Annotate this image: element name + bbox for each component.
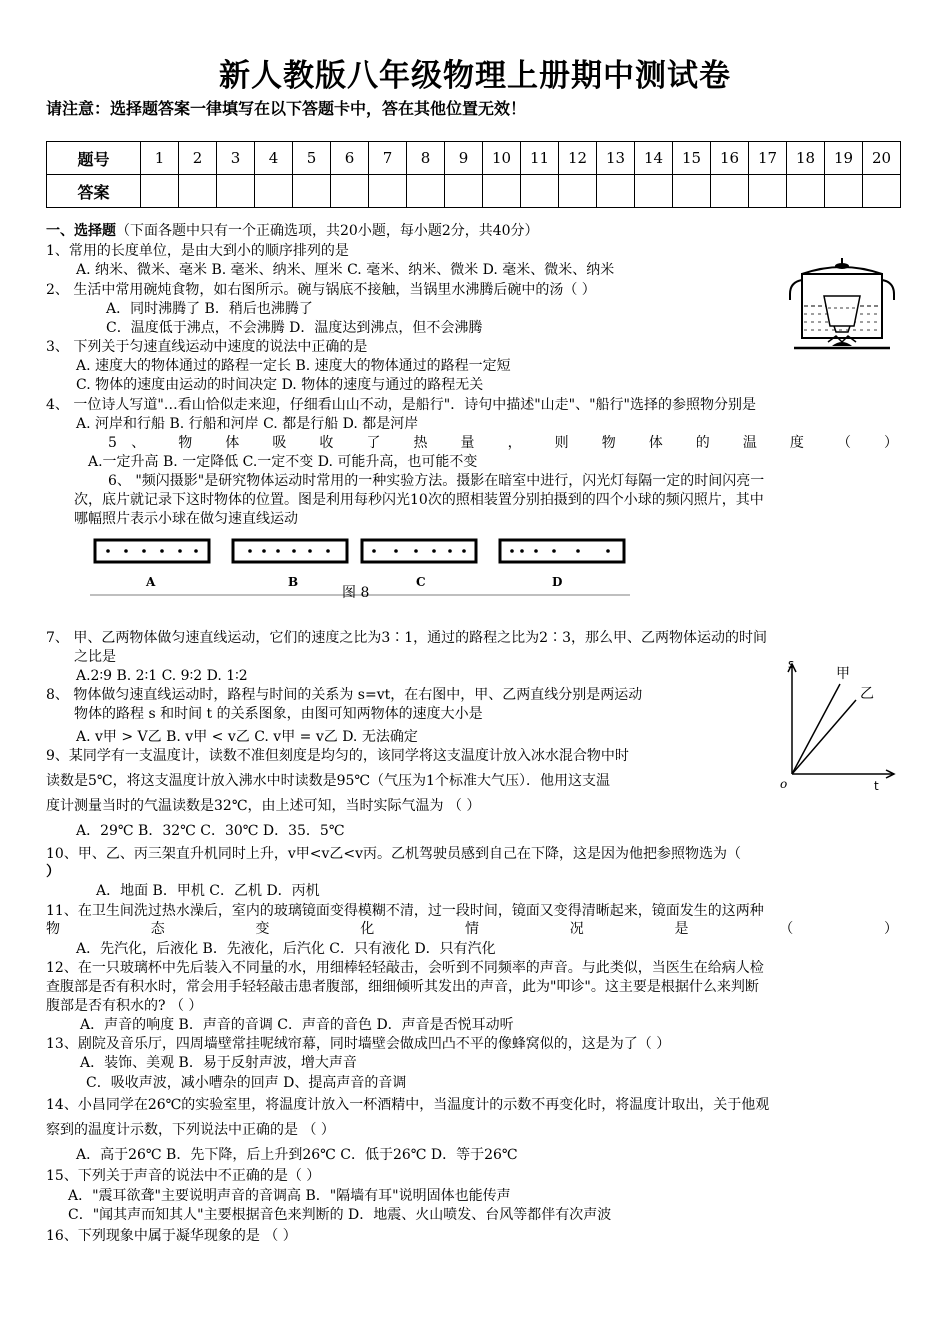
question-number: 20 <box>863 142 901 175</box>
question-number: 11 <box>521 142 559 175</box>
line-label-jia: 甲 <box>836 666 850 682</box>
q9-stem-line2: 读数是5℃，将这支温度计放入沸水中时读数是95℃（气压为1个标准大气压）．他用这支温 <box>46 773 610 789</box>
answer-card-table <box>46 141 901 208</box>
answer-cell[interactable] <box>331 175 369 208</box>
q3-stem: 3、 下列关于匀速直线运动中速度的说法中正确的是 <box>46 339 368 355</box>
q9-stem-line3: 度计测量当时的气温读数是32℃，由上述可知，当时实际气温为 （ ） <box>46 798 481 814</box>
question-number: 13 <box>597 142 635 175</box>
question-number: 1 <box>141 142 179 175</box>
question-number: 6 <box>331 142 369 175</box>
question-number: 4 <box>255 142 293 175</box>
q13-options-cd: C．吸收声波，减小嘈杂的回声 D、提高声音的音调 <box>86 1075 407 1091</box>
answer-cell[interactable] <box>749 175 787 208</box>
answer-cell[interactable] <box>293 175 331 208</box>
question-number: 12 <box>559 142 597 175</box>
question-number: 8 <box>407 142 445 175</box>
notice: 请注意：选择题答案一律填写在以下答题卡中，答在其他位置无效！ <box>46 99 527 118</box>
strobe-photo-a <box>95 540 209 589</box>
q3-options-cd: C. 物体的速度由运动的时间决定 D. 物体的速度与通过的路程无关 <box>76 377 484 393</box>
q6-stem-line1: 6、 "频闪摄影"是研究物体运动时常用的一种实验方法。摄影在暗室中进行，闪光灯每隔一定的时间闪亮一 <box>108 473 765 489</box>
answer-cell[interactable] <box>559 175 597 208</box>
question-number: 14 <box>635 142 673 175</box>
q7-options: A.2∶9 B. 2∶1 C. 9∶2 D. 1∶2 <box>76 668 248 684</box>
line-jia <box>792 684 840 774</box>
q14-stem-line2: 察到的温度计示数，下列说法中正确的是 （ ） <box>46 1122 335 1138</box>
figure-8-caption: 图 8 <box>342 585 370 601</box>
answer-card-answer-row <box>47 175 901 208</box>
section1-note: （下面各题中只有一个正确选项，共20小题，每小题2分，共40分） <box>116 223 539 239</box>
page-title: 新人教版八年级物理上册期中测试卷 <box>219 58 731 94</box>
q6-stem-line3: 哪幅照片表示小球在做匀速直线运动 <box>74 511 298 527</box>
question-number: 15 <box>673 142 711 175</box>
answer-cell[interactable] <box>787 175 825 208</box>
strobe-photo-b <box>233 540 347 589</box>
answer-cell[interactable] <box>179 175 217 208</box>
answer-cell[interactable] <box>141 175 179 208</box>
q12-stem-line1: 12、在一只玻璃杯中先后装入不同量的水，用细棒轻轻敲击，会听到不同频率的声音。与此类似，当医生在给病人检 <box>46 960 764 976</box>
answer-cell[interactable] <box>635 175 673 208</box>
answer-cell[interactable] <box>863 175 901 208</box>
question-number: 17 <box>749 142 787 175</box>
q11-stem-line2: 物 态 变 化 情 况 是 （ ） <box>46 921 898 937</box>
section1-header <box>46 222 539 241</box>
answer-cell[interactable] <box>407 175 445 208</box>
q9-stem-line1: 9、某同学有一支温度计，读数不准但刻度是均匀的，该同学将这支温度计放入冰水混合物中时 <box>46 748 629 764</box>
q1-stem: 1、常用的长度单位，是由大到小的顺序排列的是 <box>46 243 349 259</box>
strobe-photos-figure <box>90 532 630 616</box>
q13-stem: 13、剧院及音乐厅，四周墙壁常挂呢绒帘幕，同时墙壁会做成凹凸不平的像蜂窝似的，这是为了（ ） <box>46 1036 671 1052</box>
q11-stem-line1: 11、在卫生间洗过热水澡后，室内的玻璃镜面变得模糊不清，过一段时间，镜面又变得清晰起来，镜面发生的这两种 <box>46 903 764 919</box>
q6-stem-line2: 次，底片就记录下这时物体的位置。图是利用每秒闪光10次的照相装置分别拍摄到的四个小球的频闪照片，其中 <box>74 492 764 508</box>
answer-cell[interactable] <box>217 175 255 208</box>
q8-stem-line1: 8、 物体做匀速直线运动时，路程与时间的关系为 s=vt，在右图中，甲、乙两直线分别是两运动 <box>46 687 643 703</box>
answer-cell[interactable] <box>255 175 293 208</box>
q2-options-cd: C．温度低于沸点，不会沸腾 D．温度达到沸点，但不会沸腾 <box>106 320 483 336</box>
q15-stem: 15、下列关于声音的说法中不正确的是（ ） <box>46 1168 321 1184</box>
strobe-photo-c <box>362 540 476 589</box>
q12-options: A．声音的响度 B．声音的音调 C．声音的音色 D．声音是否悦耳动听 <box>80 1017 514 1033</box>
q5-options: A.一定升高 B. 一定降低 C.一定不变 D. 可能升高，也可能不变 <box>88 454 478 470</box>
question-number: 7 <box>369 142 407 175</box>
q14-stem-line1: 14、小昌同学在26℃的实验室里，将温度计放入一杯酒精中，当温度计的示数不再变化时，将温度计取出，关于他观 <box>46 1097 770 1113</box>
axis-label-t: t <box>874 779 879 793</box>
strobe-photo-d <box>500 540 624 589</box>
q7-stem-line2: 之比是 <box>74 649 116 665</box>
photo-label-b: B <box>288 575 299 589</box>
axis-label-s: s <box>788 657 795 671</box>
answer-cell[interactable] <box>673 175 711 208</box>
line-yi <box>792 700 856 774</box>
pot-bowl-figure <box>784 256 898 356</box>
answer-card-number-row <box>47 142 901 175</box>
answer-cell[interactable] <box>445 175 483 208</box>
q1-options: A. 纳米、微米、毫米 B. 毫米、纳米、厘米 C. 毫米、纳米、微米 D. 毫米、微米、纳米 <box>76 262 615 278</box>
q12-stem-line2: 查腹部是否有积水时，常会用手轻轻敲击患者腹部，细细倾听其发出的声音，此为"叩诊"。这主要是根据什么来判断 <box>46 979 759 995</box>
answer-cell[interactable] <box>369 175 407 208</box>
q3-options-ab: A. 速度大的物体通过的路程一定长 B. 速度大的物体通过的路程一定短 <box>76 358 511 374</box>
q2-stem: 2、 生活中常用碗炖食物，如右图所示。碗与锅底不接触，当锅里水沸腾后碗中的汤（ ） <box>46 282 596 298</box>
origin-label: o <box>780 777 788 791</box>
question-number: 2 <box>179 142 217 175</box>
q13-options-ab: A．装饰、美观 B．易于反射声波，增大声音 <box>80 1055 357 1071</box>
section1-heading: 一、选择题 <box>46 223 116 239</box>
q10-stem-end: ） <box>46 864 60 880</box>
question-number: 3 <box>217 142 255 175</box>
answer-cell[interactable] <box>483 175 521 208</box>
question-number: 19 <box>825 142 863 175</box>
q2-options-ab: A．同时沸腾了 B．稍后也沸腾了 <box>106 301 313 317</box>
q10-stem: 10、甲、乙、丙三架直升机同时上升，v甲<v乙<v丙。乙机驾驶员感到自己在下降，这是因为他把参照物选为（ <box>46 846 742 862</box>
answer-cell[interactable] <box>711 175 749 208</box>
q9-options: A．29℃ B．32℃ C．30℃ D．35．5℃ <box>76 823 345 839</box>
q8-options: A. v甲 > V乙 B. v甲 < v乙 C. v甲 = v乙 D. 无法确定 <box>76 729 418 745</box>
line-label-yi: 乙 <box>860 686 874 702</box>
photo-label-d: D <box>552 575 563 589</box>
photo-label-a: A <box>146 575 156 589</box>
q11-options: A．先汽化，后液化 B．先液化，后汽化 C．只有液化 D．只有汽化 <box>76 941 496 957</box>
photo-label-c: C <box>416 575 426 589</box>
question-number: 16 <box>711 142 749 175</box>
q7-stem-line1: 7、 甲、乙两物体做匀速直线运动，它们的速度之比为3∶1，通过的路程之比为2∶3，那么甲、乙两物体运动的时间 <box>46 630 767 646</box>
q14-options: A．高于26℃ B．先下降，后上升到26℃ C．低于26℃ D．等于26℃ <box>76 1147 518 1163</box>
answer-cell[interactable] <box>825 175 863 208</box>
q4-stem: 4、 一位诗人写道"…看山恰似走来迎，仔细看山山不动，是船行"．诗句中描述"山走"、"船行"选择的参照物分别是 <box>46 397 756 413</box>
q12-stem-line3: 腹部是否有积水的? （ ） <box>46 998 203 1014</box>
answer-cell[interactable] <box>521 175 559 208</box>
question-number-header: 题号 <box>47 142 141 175</box>
question-number: 5 <box>293 142 331 175</box>
st-graph-figure <box>776 656 906 796</box>
question-number: 10 <box>483 142 521 175</box>
answer-cell[interactable] <box>597 175 635 208</box>
q16-stem: 16、下列现象中属于凝华现象的是 （ ） <box>46 1228 297 1244</box>
answer-header: 答案 <box>47 175 141 208</box>
q15-options-cd: C．"闻其声而知其人"主要根据音色来判断的 D．地震、火山喷发、台风等都伴有次声波 <box>68 1207 612 1223</box>
question-number: 18 <box>787 142 825 175</box>
q15-options-ab: A．"震耳欲聋"主要说明声音的音调高 B．"隔墙有耳"说明固体也能传声 <box>68 1188 511 1204</box>
q4-options: A. 河岸和行船 B. 行船和河岸 C. 都是行船 D. 都是河岸 <box>76 416 419 432</box>
question-number: 9 <box>445 142 483 175</box>
q8-stem-line2: 物体的路程 s 和时间 t 的关系图象，由图可知两物体的速度大小是 <box>74 706 483 722</box>
q5-stem: 5、 物 体 吸 收 了 热 量 ， 则 物 体 的 温 度 （ ） <box>108 435 898 451</box>
q10-options: A．地面 B．甲机 C．乙机 D．丙机 <box>96 883 320 899</box>
